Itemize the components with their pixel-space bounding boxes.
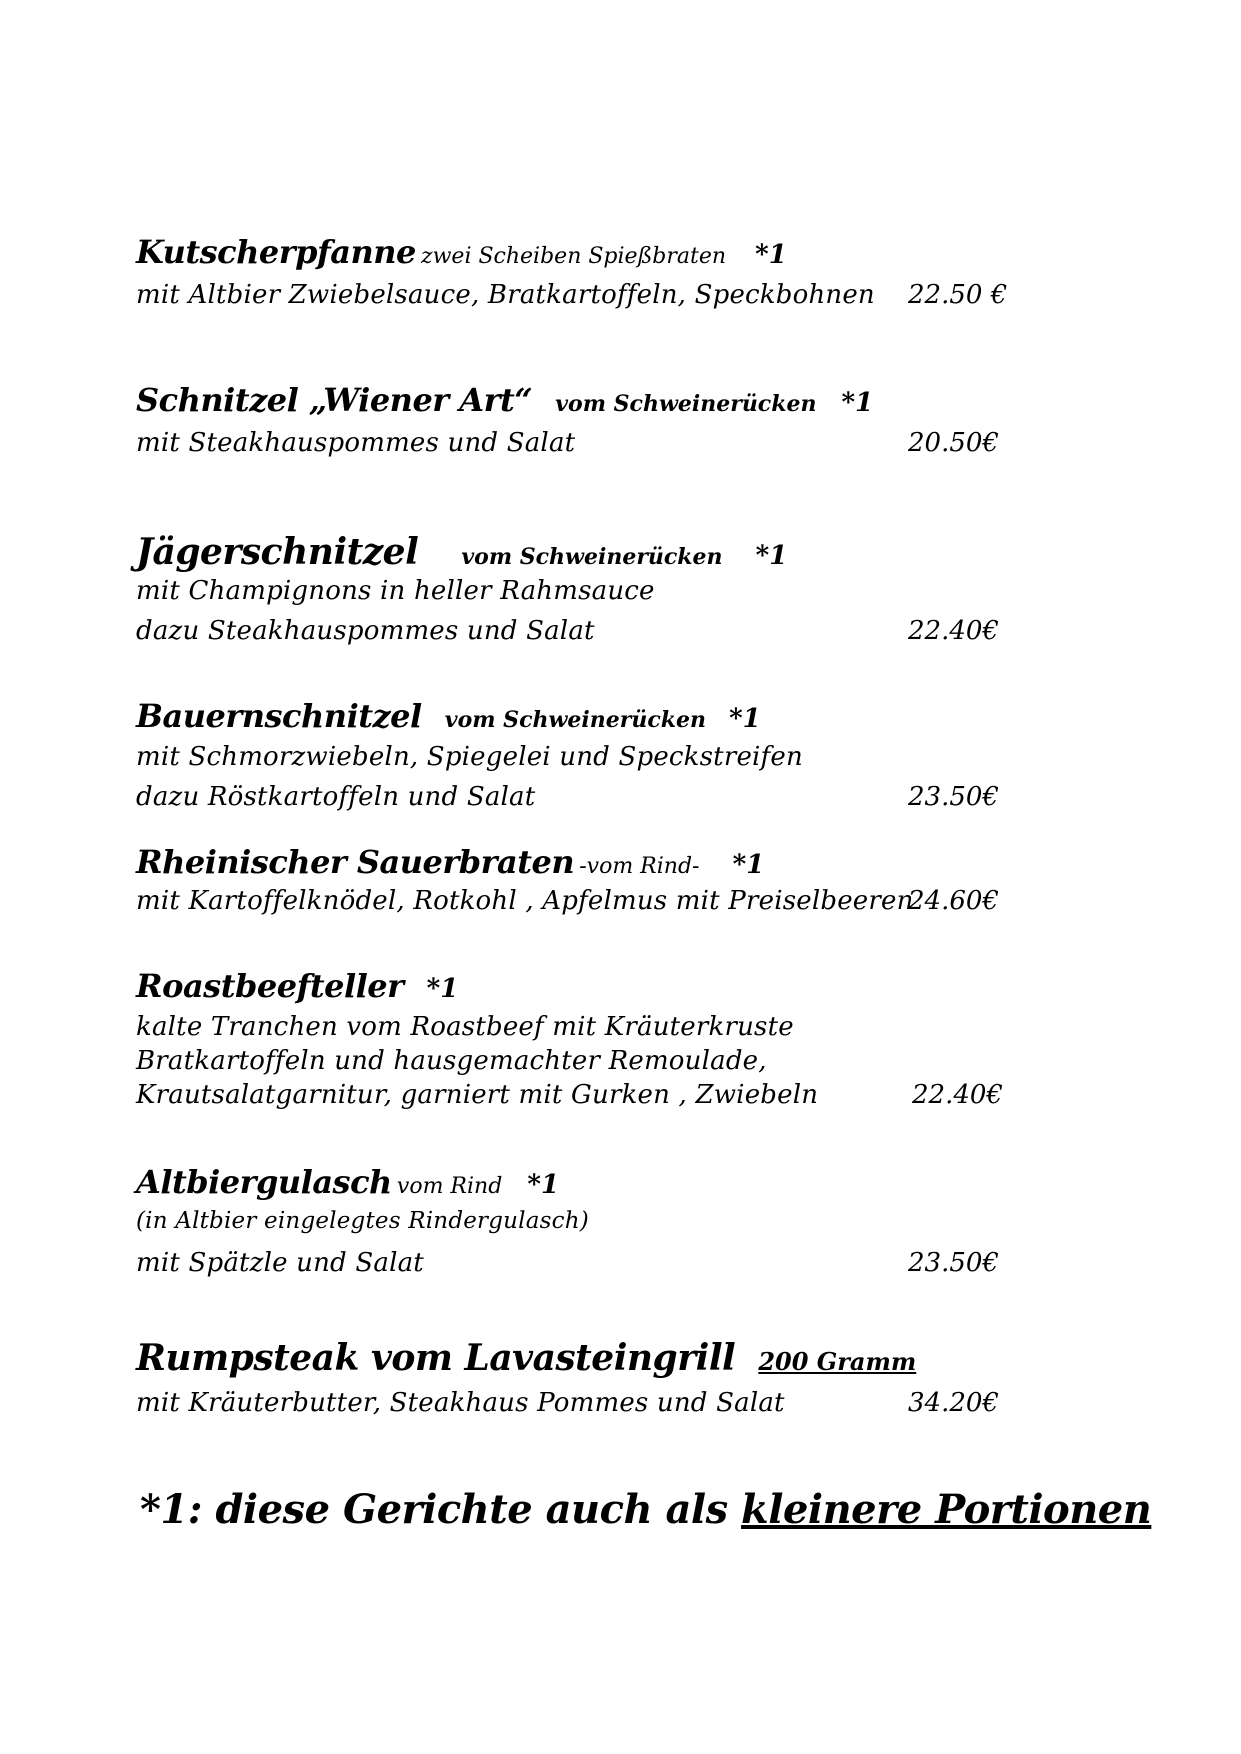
dish-description: mit Champignons in heller Rahmsauce xyxy=(136,576,655,606)
dish-subtitle: -vom Rind- xyxy=(579,854,700,879)
dish-price: 22.50 € xyxy=(908,280,1008,310)
dish-name: Bauernschnitzel xyxy=(136,697,422,735)
dish-description: dazu Röstkartoffeln und Salat xyxy=(136,782,536,812)
footnote-text: *1: diese Gerichte auch als xyxy=(140,1486,742,1533)
dish-name: Rheinischer Sauerbraten xyxy=(136,843,575,881)
dish-price: 22.40€ xyxy=(908,616,999,646)
dish-description: dazu Steakhauspommes und Salat xyxy=(136,616,595,646)
portion-mark: *1 xyxy=(426,974,459,1004)
dish-description: mit Kartoffelknödel, Rotkohl , Apfelmus mit Preiselbeeren xyxy=(136,886,914,916)
dish-description: mit Altbier Zwiebelsauce, Bratkartoffeln, Speckbohnen xyxy=(136,280,875,310)
footnote xyxy=(140,1486,1152,1533)
dish-title xyxy=(136,233,787,271)
dish-title xyxy=(136,967,459,1005)
dish-title xyxy=(136,697,761,735)
portion-mark: *1 xyxy=(527,1170,560,1200)
portion-mark: *1 xyxy=(841,388,874,418)
dish-name: Roastbeefteller xyxy=(136,967,404,1005)
dish-name: Rumpsteak vom Lavasteingrill xyxy=(136,1337,736,1379)
dish-subtitle: 200 Gramm xyxy=(758,1347,917,1376)
dish-title xyxy=(136,381,874,419)
dish-description: mit Schmorzwiebeln, Spiegelei und Speckstreifen xyxy=(136,742,803,772)
dish-description: Krautsalatgarnitur, garniert mit Gurken , Zwiebeln xyxy=(136,1080,819,1110)
dish-price: 20.50€ xyxy=(908,428,999,458)
dish-name: Schnitzel „Wiener Art“ xyxy=(136,381,533,419)
portion-mark: *1 xyxy=(729,704,761,734)
dish-price: 22.40€ xyxy=(912,1080,1003,1110)
dish-name: Kutscherpfanne xyxy=(136,233,416,271)
portion-mark: *1 xyxy=(755,541,788,571)
dish-subtitle: zwei Scheiben Spießbraten xyxy=(421,244,727,269)
dish-title xyxy=(136,843,765,881)
dish-price: 23.50€ xyxy=(908,1248,999,1278)
dish-subtitle: vom Schweinerücken xyxy=(555,391,817,417)
dish-price: 23.50€ xyxy=(908,782,999,812)
dish-description: (in Altbier eingelegtes Rindergulasch) xyxy=(136,1208,589,1234)
dish-title xyxy=(136,531,788,573)
dish-description: kalte Tranchen vom Roastbeef mit Kräuterkruste xyxy=(136,1012,794,1042)
dish-subtitle: vom Schweinerücken xyxy=(444,707,706,733)
dish-description: mit Kräuterbutter, Steakhaus Pommes und Salat xyxy=(136,1388,785,1418)
dish-description: Bratkartoffeln und hausgemachter Remoulade, xyxy=(136,1046,767,1076)
dish-description: mit Steakhauspommes und Salat xyxy=(136,428,576,458)
portion-mark: *1 xyxy=(732,850,765,880)
dish-description: mit Spätzle und Salat xyxy=(136,1248,424,1278)
dish-title xyxy=(136,1163,560,1201)
dish-subtitle: vom Rind xyxy=(396,1174,503,1199)
dish-subtitle: vom Schweinerücken xyxy=(461,544,723,570)
dish-name: Jägerschnitzel xyxy=(136,531,419,573)
portion-mark: *1 xyxy=(755,240,787,270)
dish-price: 24.60€ xyxy=(908,886,999,916)
dish-title xyxy=(136,1337,917,1379)
dish-name: Altbiergulasch xyxy=(136,1163,392,1201)
dish-price: 34.20€ xyxy=(908,1388,999,1418)
footnote-emphasis: kleinere Portionen xyxy=(741,1486,1152,1533)
